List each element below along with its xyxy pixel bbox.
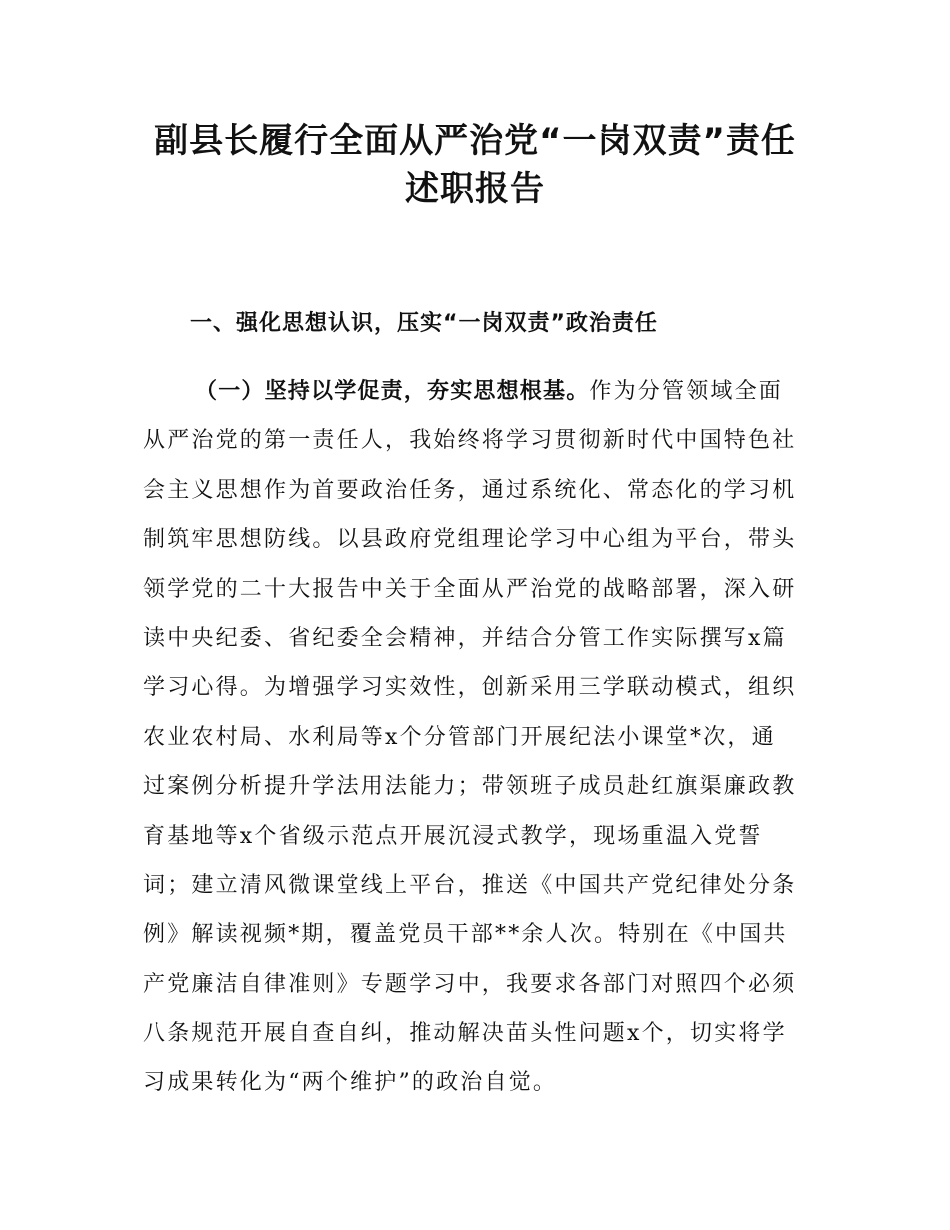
paragraph-1 (143, 367, 813, 1108)
paragraph-line: 育基地等x个省级示范点开展沉浸式教学，现场重温入党誓 (143, 823, 763, 849)
paragraph-line: 过案例分析提升学法用法能力；带领班子成员赴红旗渠廉政教 (143, 774, 797, 800)
paragraph-line: 例》解读视频*期，覆盖党员干部**余人次。特别在《中国共 (143, 922, 788, 948)
paragraph-line: 习成果转化为“两个维护”的政治自觉。 (143, 1070, 558, 1096)
paragraph-line: 产党廉洁自律准则》专题学习中，我要求各部门对照四个必须 (143, 971, 797, 997)
paragraph-line: 八条规范开展自查自纠，推动解决苗头性问题x个，切实将学 (143, 1021, 787, 1047)
paragraph-line: 从严治党的第一责任人，我始终将学习贯彻新时代中国特色社 (143, 428, 797, 454)
document-title-line2: 述职报告 (405, 169, 545, 209)
paragraph-lead: （一）坚持以学促责，夯实思想根基。 (195, 379, 590, 404)
section1-heading: 一、强化思想认识，压实“一岗双责”政治责任 (190, 311, 658, 336)
paragraph-line: 农业农村局、水利局等x个分管部门开展纪法小课堂*次，通 (143, 724, 776, 750)
document-title-line1: 副县长履行全面从严治党“一岗双责”责任 (154, 121, 796, 161)
paragraph-line: 制筑牢思想防线。以县政府党组理论学习中心组为平台，带头 (143, 527, 797, 553)
paragraph-line: 词；建立清风微课堂线上平台，推送《中国共产党纪律处分条 (143, 872, 797, 898)
paragraph-line: 会主义思想作为首要政治任务，通过系统化、常态化的学习机 (143, 477, 797, 503)
paragraph-line: 领学党的二十大报告中关于全面从严治党的战略部署，深入研 (143, 576, 797, 602)
paragraph-line: 学习心得。为增强学习实效性，创新采用三学联动模式，组织 (143, 675, 797, 701)
paragraph-line: 读中央纪委、省纪委全会精神，并结合分管工作实际撰写x篇 (143, 625, 787, 651)
paragraph-line: （一）坚持以学促责，夯实思想根基。作为分管领域全面 (195, 379, 784, 404)
